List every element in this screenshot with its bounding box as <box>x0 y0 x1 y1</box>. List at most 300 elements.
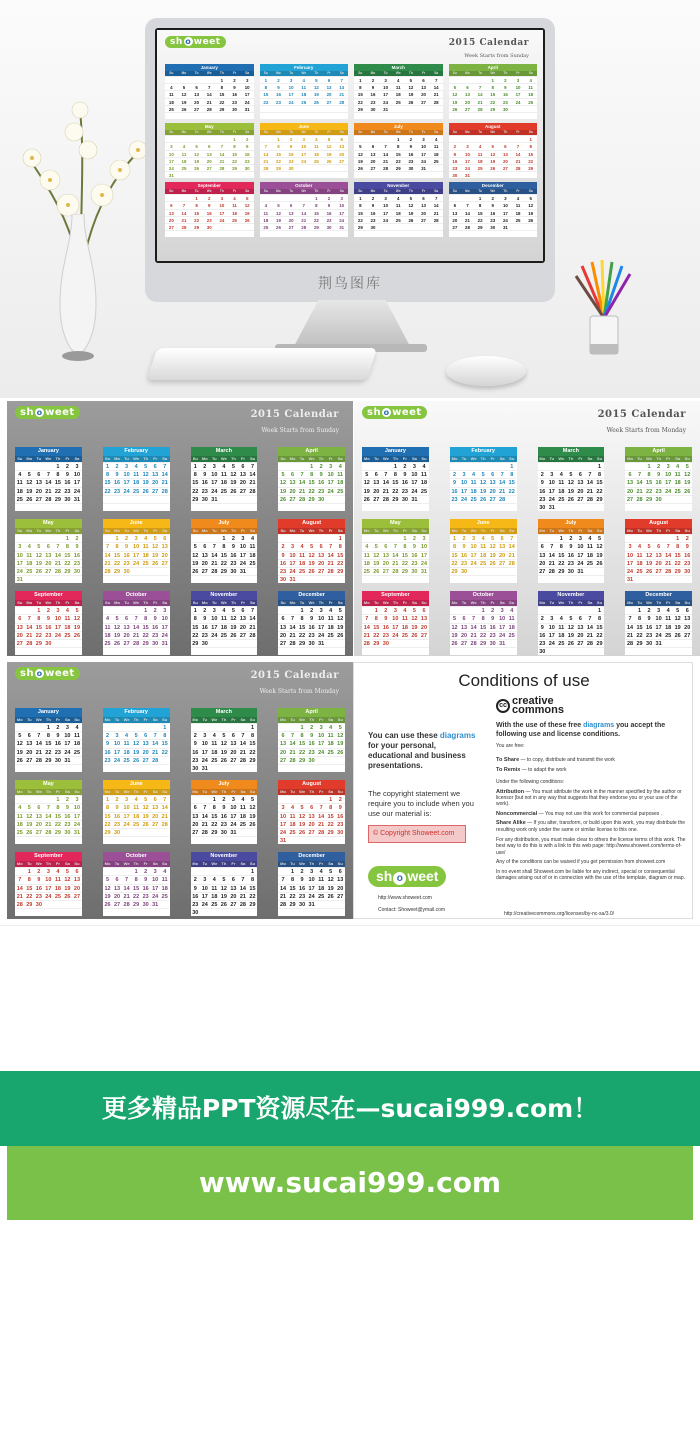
day-cell: 12 <box>405 83 418 90</box>
calendar-title: 2015 Calendar <box>597 409 686 420</box>
weekday-label: Th <box>45 789 51 795</box>
day-cell: 12 <box>178 90 191 97</box>
day-cell: 8 <box>595 614 605 622</box>
day-cell <box>44 900 54 908</box>
day-cell <box>663 495 673 503</box>
day-cell: 22 <box>646 488 653 495</box>
day-cell: 1 <box>131 867 141 875</box>
day-cell: 10 <box>239 544 246 551</box>
day-cell <box>335 647 345 655</box>
day-cell <box>449 112 462 119</box>
day-cell <box>248 503 258 511</box>
day-cell <box>524 230 537 237</box>
day-cell <box>297 534 307 542</box>
day-cell: 11 <box>228 201 241 208</box>
day-cell: 15 <box>104 480 111 487</box>
day-cell: 4 <box>219 606 229 614</box>
day-cell: 5 <box>372 542 382 550</box>
day-cell: 6 <box>449 201 462 208</box>
day-cell <box>238 647 248 655</box>
day-cell: 31 <box>461 171 474 178</box>
day-cell: 26 <box>230 632 237 639</box>
day-cell: 8 <box>112 542 122 550</box>
day-cell <box>459 575 469 583</box>
day-cell: 14 <box>430 201 443 208</box>
day-cell: 10 <box>392 616 399 623</box>
day-cell: 20 <box>239 624 246 631</box>
day-cell: 23 <box>228 98 241 105</box>
weekday-label: Tu <box>374 600 379 606</box>
day-cell <box>219 575 229 583</box>
day-cell: 25 <box>239 821 246 828</box>
day-cell: 5 <box>72 606 82 614</box>
day-cell: 7 <box>248 606 258 614</box>
day-cell <box>538 575 548 583</box>
day-cell: 25 <box>16 829 23 836</box>
day-cell <box>131 647 141 655</box>
day-cell <box>326 495 336 503</box>
day-cell: 4 <box>288 803 298 811</box>
weekday-label: Th <box>143 600 149 606</box>
day-cell <box>392 223 405 230</box>
day-cell: 18 <box>220 480 227 487</box>
day-cell: 24 <box>308 893 315 900</box>
day-cell: 1 <box>524 135 537 142</box>
day-cell <box>238 575 248 583</box>
day-cell: 3 <box>72 462 82 470</box>
day-cell: 16 <box>64 480 71 487</box>
day-cell <box>474 76 487 83</box>
day-cell: 21 <box>161 813 168 820</box>
weekday-label: Mo <box>114 528 120 534</box>
day-cell: 3 <box>229 795 239 803</box>
weekday-label: Su <box>162 717 168 722</box>
day-cell: 19 <box>646 560 653 567</box>
day-cell <box>44 575 54 583</box>
month-october <box>450 591 517 655</box>
day-cell: 11 <box>249 544 256 551</box>
day-cell: 29 <box>64 568 71 575</box>
screen-calendar-slide <box>157 30 543 261</box>
day-cell: 23 <box>411 560 418 567</box>
day-cell: 22 <box>373 632 380 639</box>
day-cell <box>25 575 35 583</box>
month-april <box>278 447 345 511</box>
day-cell: 2 <box>191 875 201 883</box>
day-cell: 22 <box>636 632 643 639</box>
month-december <box>278 591 345 655</box>
day-cell: 18 <box>299 560 306 567</box>
day-cell: 7 <box>288 731 298 739</box>
day-cell: 12 <box>354 150 367 157</box>
day-cell: 27 <box>499 164 512 171</box>
day-cell <box>507 647 517 655</box>
weekday-label: Fr <box>516 130 520 135</box>
day-cell: 27 <box>16 641 23 647</box>
weekday-label: We <box>35 717 42 722</box>
day-cell: 13 <box>318 552 325 559</box>
weekday-label: Th <box>219 130 224 135</box>
day-cell: 15 <box>64 552 71 559</box>
day-cell: 8 <box>335 542 345 550</box>
day-cell: 12 <box>26 480 33 487</box>
day-cell <box>474 171 487 178</box>
day-cell: 12 <box>373 552 380 559</box>
day-cell: 11 <box>508 616 515 623</box>
promo-url-banner[interactable]: www.sucai999.com <box>7 1146 693 1220</box>
day-cell: 14 <box>178 209 191 216</box>
day-cell: 22 <box>289 893 296 900</box>
day-cell: 19 <box>310 90 323 97</box>
day-cell: 22 <box>474 216 487 223</box>
day-cell: 9 <box>538 478 548 486</box>
showeet-link[interactable]: http://www.showeet.com <box>378 895 432 901</box>
day-cell: 6 <box>654 542 664 550</box>
day-cell: 21 <box>239 893 246 900</box>
keyboard <box>147 348 377 380</box>
day-cell: 14 <box>152 741 159 748</box>
weekday-label: We <box>382 528 389 534</box>
day-cell: 30 <box>220 829 227 836</box>
day-cell: 30 <box>489 641 496 647</box>
day-cell: 25 <box>392 216 405 223</box>
day-cell: 25 <box>401 632 408 639</box>
day-cell <box>557 647 567 655</box>
day-cell: 16 <box>220 813 227 820</box>
day-cell <box>335 495 345 503</box>
weekday-label: We <box>301 189 307 194</box>
day-cell: 6 <box>191 803 201 811</box>
day-cell: 13 <box>499 544 506 551</box>
day-cell: 9 <box>228 83 241 90</box>
day-cell <box>248 647 258 655</box>
weekday-label: Su <box>263 130 268 135</box>
day-cell: 16 <box>411 552 418 559</box>
day-cell <box>191 836 201 844</box>
day-cell: 22 <box>558 560 565 567</box>
day-cell: 18 <box>524 90 537 97</box>
day-cell <box>25 503 35 511</box>
weekday-label: We <box>395 130 401 135</box>
day-cell: 8 <box>191 470 201 478</box>
day-cell <box>297 908 307 916</box>
weekday-label: We <box>220 600 227 606</box>
day-cell: 5 <box>25 470 35 478</box>
day-cell: 11 <box>318 877 325 884</box>
day-cell: 29 <box>392 164 405 171</box>
weekday-label: Su <box>104 456 111 461</box>
day-cell: 30 <box>35 902 42 908</box>
weekday-label: Su <box>358 130 363 135</box>
weekday-label: Tu <box>114 861 120 867</box>
day-cell: 20 <box>152 813 159 820</box>
day-cell: 26 <box>133 757 140 764</box>
day-cell: 8 <box>524 142 537 149</box>
day-cell: 2 <box>34 867 44 875</box>
day-cell: 23 <box>45 632 52 639</box>
day-cell <box>34 908 44 916</box>
weekday-label: Sa <box>64 789 70 795</box>
day-cell: 13 <box>285 209 298 216</box>
weekday-label: Mo <box>201 600 208 606</box>
day-cell <box>191 575 201 583</box>
day-cell <box>63 575 73 583</box>
weekday-label: Th <box>408 71 413 75</box>
day-cell: 24 <box>123 821 130 828</box>
day-cell: 15 <box>220 552 227 559</box>
day-cell: 20 <box>460 632 468 639</box>
day-cell: 1 <box>191 462 201 470</box>
day-cell <box>307 836 317 844</box>
day-cell: 29 <box>474 223 487 230</box>
day-cell: 26 <box>327 893 334 900</box>
day-cell: 1 <box>288 867 298 875</box>
day-cell <box>122 495 132 503</box>
day-cell: 23 <box>486 216 499 223</box>
day-cell: 22 <box>220 560 227 567</box>
day-cell: 29 <box>104 829 111 836</box>
day-cell: 25 <box>512 216 525 223</box>
day-cell: 17 <box>499 209 512 216</box>
day-cell: 24 <box>165 164 178 171</box>
day-cell: 6 <box>200 542 210 550</box>
day-cell <box>248 575 258 583</box>
day-cell: 20 <box>279 632 287 639</box>
day-cell <box>538 462 548 470</box>
day-cell <box>131 764 141 772</box>
day-cell: 29 <box>401 568 408 575</box>
day-cell: 30 <box>241 164 254 171</box>
day-cell: 3 <box>122 795 132 803</box>
day-cell <box>316 534 326 542</box>
day-cell: 11 <box>133 805 140 812</box>
day-cell: 2 <box>200 462 210 470</box>
day-cell: 7 <box>260 142 273 149</box>
day-cell: 18 <box>480 552 487 559</box>
day-cell: 29 <box>486 105 499 112</box>
day-cell <box>219 503 229 511</box>
conditions-title: Conditions of use <box>458 671 590 690</box>
month-january <box>362 447 429 511</box>
day-cell <box>248 495 258 503</box>
day-cell <box>379 223 392 230</box>
day-cell <box>499 112 512 119</box>
day-cell: 4 <box>392 194 405 201</box>
day-cell: 3 <box>410 462 420 470</box>
day-cell: 4 <box>228 194 241 201</box>
weekday-label: Tu <box>202 717 208 722</box>
day-cell <box>241 171 254 178</box>
day-cell: 8 <box>635 614 645 622</box>
day-cell: 8 <box>25 875 35 883</box>
day-cell <box>326 639 336 647</box>
weekday-label: Tu <box>114 717 120 722</box>
creative-commons-link[interactable]: http://creativecommons.org/licenses/by-nc-sa/3.0/ <box>504 911 615 917</box>
month-title: August <box>625 519 692 528</box>
weekday-label: Mo <box>627 600 633 606</box>
day-cell: 28 <box>45 829 52 836</box>
day-cell <box>288 503 298 511</box>
day-cell <box>219 836 229 844</box>
day-cell: 10 <box>655 616 662 623</box>
day-cell: 28 <box>54 568 61 575</box>
day-cell: 27 <box>289 496 296 503</box>
day-cell: 13 <box>655 552 662 559</box>
day-cell: 29 <box>211 829 218 836</box>
weekday-label: Su <box>421 528 427 534</box>
day-cell <box>663 534 673 542</box>
day-cell: 26 <box>411 632 418 639</box>
day-cell: 18 <box>16 821 23 828</box>
weekday-label: Su <box>162 861 168 867</box>
day-cell: 30 <box>539 649 546 656</box>
day-cell: 31 <box>499 223 512 230</box>
day-cell <box>316 795 326 803</box>
day-cell: 26 <box>249 821 256 828</box>
day-cell <box>335 900 345 908</box>
day-cell: 22 <box>260 98 273 105</box>
day-cell: 19 <box>249 813 256 820</box>
day-cell <box>122 647 132 655</box>
day-cell: 17 <box>327 480 334 487</box>
day-cell: 12 <box>524 201 537 208</box>
day-cell: 23 <box>113 488 121 495</box>
day-cell: 28 <box>211 568 218 575</box>
day-cell: 21 <box>201 821 208 828</box>
day-cell: 17 <box>308 885 315 892</box>
day-cell: 13 <box>449 209 462 216</box>
day-cell: 16 <box>113 813 121 820</box>
day-cell: 12 <box>152 544 159 551</box>
day-cell: 30 <box>539 504 546 511</box>
day-cell <box>372 647 382 655</box>
day-cell: 6 <box>372 470 382 478</box>
day-cell <box>323 171 336 178</box>
weekday-label: Mo <box>114 600 120 606</box>
weekday-label: Tu <box>549 456 555 461</box>
day-cell <box>673 495 683 503</box>
day-cell: 23 <box>104 757 111 764</box>
day-cell: 14 <box>161 805 168 812</box>
weekday-label: Tu <box>383 71 388 75</box>
day-cell <box>103 836 113 844</box>
day-cell: 27 <box>417 98 430 105</box>
weekday-label: Fr <box>55 789 60 795</box>
day-cell: 15 <box>524 150 537 157</box>
day-cell: 2 <box>241 135 254 142</box>
day-cell <box>229 495 239 503</box>
day-cell: 30 <box>73 568 81 575</box>
day-cell: 26 <box>279 496 287 503</box>
day-cell: 20 <box>152 480 159 487</box>
day-cell <box>241 230 254 237</box>
day-cell: 7 <box>326 542 336 550</box>
day-cell: 5 <box>682 462 692 470</box>
day-cell: 27 <box>35 496 42 503</box>
day-cell: 17 <box>318 741 325 748</box>
day-cell: 3 <box>316 606 326 614</box>
month-title: January <box>15 708 82 717</box>
day-cell: 1 <box>25 867 35 875</box>
day-cell: 3 <box>15 542 25 550</box>
day-cell: 21 <box>16 893 23 900</box>
weekday-label: Mo <box>539 528 546 534</box>
day-cell: 9 <box>122 542 132 550</box>
day-cell <box>200 908 210 916</box>
day-cell <box>323 164 336 171</box>
day-cell: 29 <box>327 829 334 836</box>
month-april <box>625 447 692 511</box>
day-cell <box>190 76 203 83</box>
weekday-label: Th <box>45 717 51 722</box>
weekday-label: Mo <box>104 861 111 867</box>
day-cell <box>228 112 241 119</box>
day-cell: 5 <box>103 875 113 883</box>
day-cell: 4 <box>557 614 567 622</box>
weekday-label: Fr <box>65 528 70 534</box>
day-cell: 5 <box>297 803 307 811</box>
weekday-label: We <box>395 71 401 75</box>
day-cell: 30 <box>323 223 336 230</box>
weekday-label: Th <box>318 528 324 534</box>
month-february <box>260 64 349 119</box>
day-cell: 9 <box>459 542 469 550</box>
day-cell: 20 <box>577 632 584 639</box>
weekday-label: We <box>45 600 52 606</box>
day-cell <box>112 606 122 614</box>
weekday-label: Mo <box>451 600 458 606</box>
day-cell: 25 <box>392 98 405 105</box>
day-cell: 24 <box>470 560 477 567</box>
day-cell: 8 <box>557 542 567 550</box>
weekday-label: We <box>35 789 42 795</box>
day-cell: 26 <box>567 496 574 503</box>
day-cell <box>112 836 122 844</box>
day-cell <box>150 567 160 575</box>
day-cell: 21 <box>299 488 306 495</box>
day-cell: 24 <box>16 568 23 575</box>
day-cell <box>469 503 479 511</box>
monitor <box>145 18 555 302</box>
day-cell: 7 <box>297 201 310 208</box>
day-cell: 3 <box>285 76 298 83</box>
day-cell: 10 <box>499 201 512 208</box>
day-cell <box>178 171 191 178</box>
day-cell <box>354 135 367 142</box>
weekday-label: Sa <box>245 130 250 135</box>
day-cell: 6 <box>288 470 298 478</box>
day-cell: 23 <box>279 568 287 575</box>
day-cell: 3 <box>150 867 160 875</box>
day-cell <box>150 836 160 844</box>
weekday-label: We <box>646 600 653 606</box>
day-cell: 7 <box>15 875 25 883</box>
day-cell: 6 <box>538 542 548 550</box>
day-cell: 24 <box>379 98 392 105</box>
weekday-label: Mo <box>370 130 376 135</box>
day-cell <box>682 647 692 655</box>
weekday-label: Su <box>104 528 111 534</box>
day-cell: 24 <box>216 216 229 223</box>
day-cell: 8 <box>160 731 170 739</box>
day-cell <box>381 503 391 511</box>
day-cell: 14 <box>211 552 218 559</box>
weekday-label: Th <box>480 456 486 461</box>
day-cell: 30 <box>308 641 315 647</box>
day-cell <box>238 764 248 772</box>
day-cell: 7 <box>461 201 474 208</box>
day-cell: 22 <box>451 560 458 567</box>
